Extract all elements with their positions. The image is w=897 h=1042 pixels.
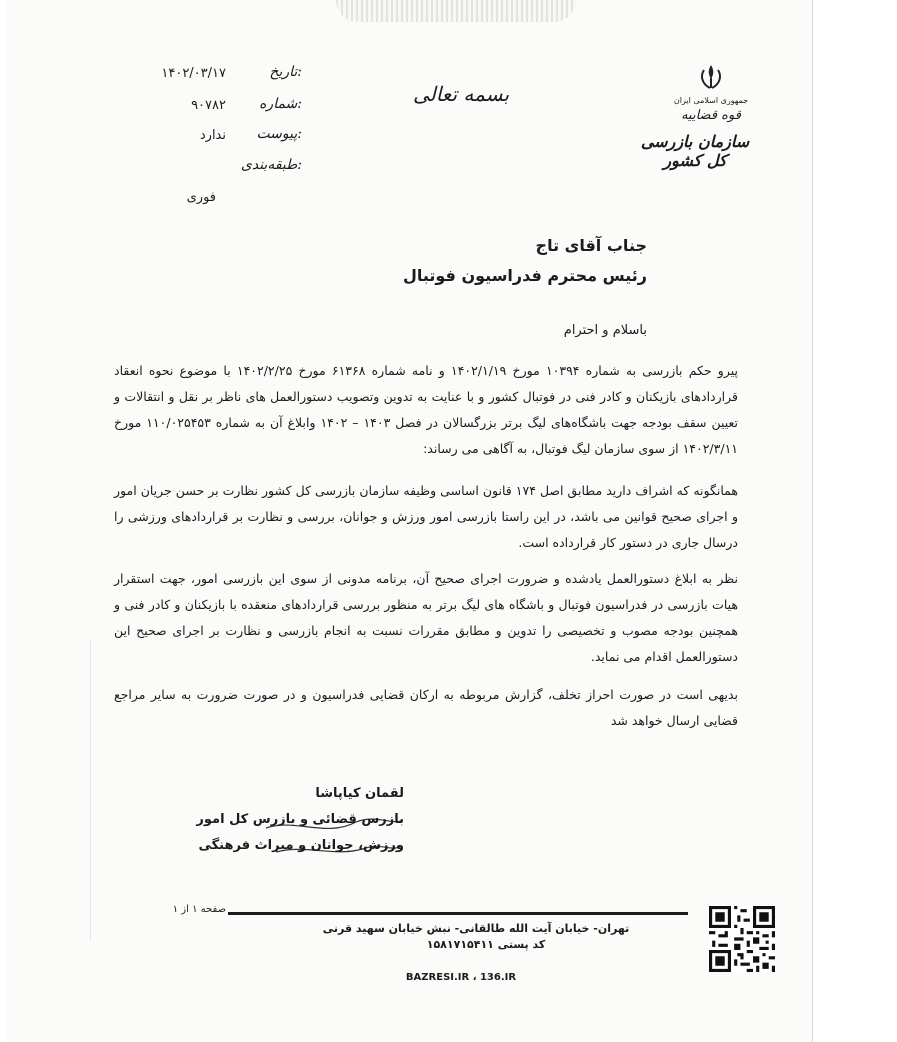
letter-page	[6, 0, 813, 1042]
date-label: تاریخ:	[269, 64, 302, 80]
footer-divider	[228, 912, 688, 915]
org-country: جمهوری اسلامی ایران	[673, 96, 749, 105]
number-label: شماره:	[259, 96, 302, 112]
recipient-name: جناب آقای تاج	[535, 236, 647, 255]
classification-label: طبقه‌بندی:	[240, 157, 302, 173]
page-number: صفحه ۱ از ۱	[172, 904, 226, 915]
org-name: سازمان بازرسی کل کشور	[640, 132, 750, 170]
qr-code-icon	[706, 906, 778, 972]
iran-emblem-icon	[696, 62, 726, 92]
greeting: باسلام و احترام	[563, 323, 647, 338]
margin-line	[90, 640, 91, 940]
number-value: ۹۰۷۸۲	[191, 98, 226, 113]
attachment-label: پیوست:	[256, 126, 302, 142]
body-paragraph: نظر به ابلاغ دستورالعمل یادشده و ضرورت اجرای صحیح آن، برنامه مدونی از سوی این بازرسی امور، جهت استقرار هیات بازرسی در فدراسیون فوتبال و باشگاه های لیگ برتر به منظور بررسی قراردادهای منعقده با بازیکنان و کادر فنی و همچنین بودجه مصوب و تخصیصی را تدوین و مطابق مقررات نسبت به انجام بازرسی و نظارت بر اجرای صحیح این دستورالعمل اقدام می نماید.	[114, 571, 738, 664]
scan-artifact	[336, 0, 576, 22]
signer-department: ورزش، جوانان و میراث فرهنگی	[198, 838, 404, 853]
footer-website: BAZRESI.IR ، 136.IR	[405, 972, 517, 983]
footer-address: تهران- خیابان آیت الله طالقانی- نبش خیابان سهید قرنی	[322, 922, 630, 935]
footer-postal-code: کد پستی ۱۵۸۱۷۱۵۴۱۱	[426, 938, 546, 951]
attachment-value: ندارد	[199, 128, 226, 143]
body-paragraph: بدیهی است در صورت احراز تخلف، گزارش مربوطه به ارکان قضایی فدراسیون و در صورت ضرورت به سایر مراجع قضایی ارسال خواهد شد	[114, 687, 738, 728]
body-paragraph: همانگونه که اشراف دارید مطابق اصل ۱۷۴ قانون اساسی وظیفه سازمان بازرسی کل کشور نظارت بر حسن جریان امور و اجرای صحیح قوانین می باشد، در این راستا بازرسی امور ورزش و جوانان، بررسی و نظارت بر قراردادهای ورزشی را درسال جاری در دستور کار قرارداده است.	[114, 483, 738, 550]
signer-title: بازرس قضائی و بازرس کل امور	[196, 812, 404, 827]
signer-name: لقمان کیاپاشا	[315, 786, 404, 801]
org-branch: قوه قضاییه	[681, 108, 741, 123]
recipient-title: رئیس محترم فدراسیون فوتبال	[402, 266, 647, 285]
body-paragraph: پیرو حکم بازرسی به شماره ۱۰۳۹۴ مورخ ۱۴۰۲/۱/۱۹ و نامه شماره ۶۱۳۶۸ مورخ ۱۴۰۲/۲/۲۵ با موضوع نحوه انعقاد قراردادهای بازیکنان و کادر فنی در فوتبال کشور و با عنایت به تدوین وتصویب دستورالعمل های ناظر بر نقل و انتقالات و تعیین سقف بودجه جهت باشگاه‌های لیگ برتر بزرگسالان در فصل ۱۴۰۳ – ۱۴۰۲ وابلاغ آن به شماره ۱۱۰/۰۲۵۴۵۳ مورخ ۱۴۰۲/۳/۱۱ از سوی سازمان لیگ فوتبال، به آگاهی می رساند:	[114, 363, 739, 456]
priority-value: فوری	[186, 190, 216, 205]
invocation: بسمه تعالی	[412, 82, 510, 106]
date-value: ۱۴۰۲/۰۳/۱۷	[161, 66, 226, 81]
